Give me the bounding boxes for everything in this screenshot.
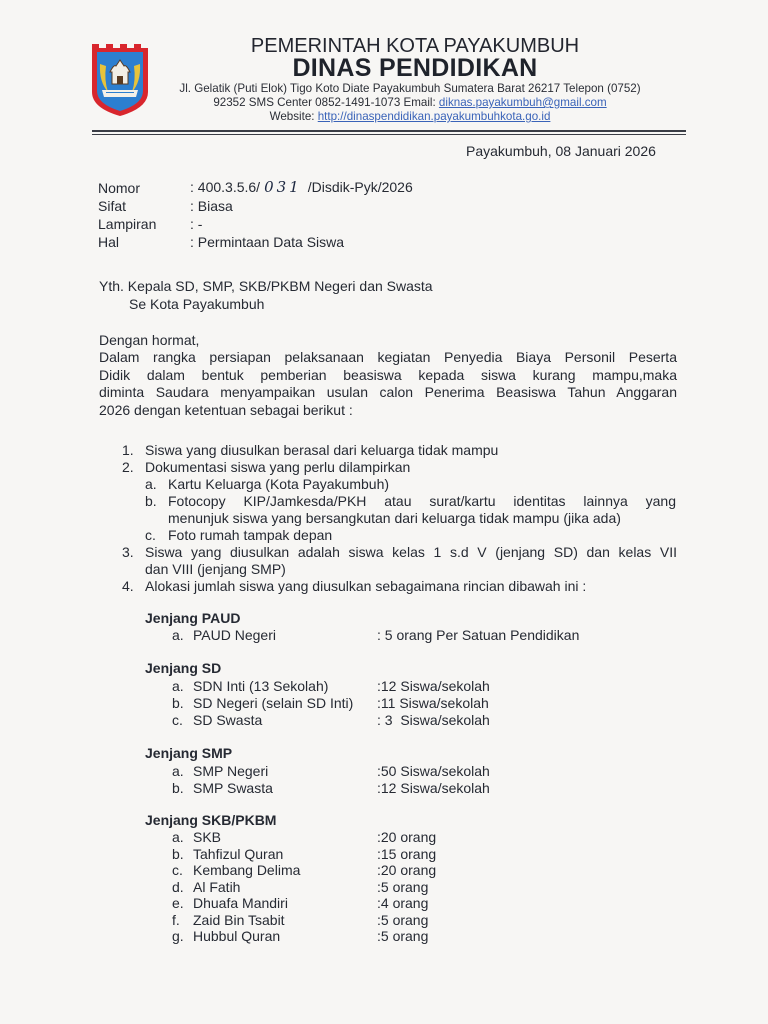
skb-item-value: :20 orang	[377, 829, 437, 845]
recipient-line-2: Se Kota Payakumbuh	[129, 296, 265, 312]
sd-heading: Jenjang SD	[145, 660, 222, 676]
skb-item-letter: a.	[172, 829, 184, 845]
point-2c-letter: c.	[145, 527, 156, 543]
website-link[interactable]: http://dinaspendidikan.payakumbuhkota.go.id	[317, 110, 551, 123]
letterhead-divider-thick	[92, 130, 686, 132]
nomor-suffix: /Disdik-Pyk/2026	[307, 179, 413, 195]
paud-item-name: PAUD Negeri	[193, 627, 276, 643]
paud-heading: Jenjang PAUD	[145, 610, 241, 626]
hal-value: : Permintaan Data Siswa	[190, 234, 345, 250]
sd-item-letter: c.	[172, 712, 183, 728]
point-2-number: 2.	[122, 459, 134, 475]
body-line-2: Didik dalam bentuk pemberian beasiswa kepada siswa kurang mampu,maka	[99, 366, 677, 383]
letterhead-website-line	[140, 110, 680, 124]
skb-item-name: Dhuafa Mandiri	[193, 895, 288, 911]
skb-item-letter: b.	[172, 846, 184, 862]
sifat-value: : Biasa	[190, 198, 233, 214]
body-paragraph	[99, 349, 677, 419]
greeting: Dengan hormat,	[99, 332, 200, 348]
letterhead-website-label: Website:	[269, 110, 318, 123]
skb-item-value: :20 orang	[377, 862, 437, 878]
skb-item-value: :5 orang	[377, 912, 429, 928]
body-line-1: Dalam rangka persiapan pelaksanaan kegiatan Penyedia Biaya Personil Peserta	[99, 349, 677, 365]
sd-item-value: : 3 Siswa/sekolah	[377, 712, 490, 728]
point-2b-text	[168, 493, 676, 509]
paud-item-value: : 5 orang Per Satuan Pendidikan	[377, 627, 580, 643]
skb-item-letter: c.	[172, 862, 183, 878]
point-3-line-1: Siswa yang diusulkan adalah siswa kelas 1 s.d V (jenjang SD) dan kelas VII	[145, 544, 677, 560]
point-2a-text: Kartu Keluarga (Kota Payakumbuh)	[168, 476, 390, 492]
point-2c-text: Foto rumah tampak depan	[168, 527, 333, 543]
point-4-text: Alokasi jumlah siswa yang diusulkan sebagaimana rincian dibawah ini :	[145, 578, 587, 594]
point-2b-line-2: menunjuk siswa yang bersangkutan dari keluarga tidak mampu (jika ada)	[168, 510, 621, 526]
skb-heading: Jenjang SKB/PKBM	[145, 812, 277, 828]
point-3-line-2: dan VIII (jenjang SMP)	[145, 561, 286, 577]
skb-item-letter: g.	[172, 928, 184, 944]
nomor-value	[190, 178, 413, 196]
smp-item-value: :50 Siswa/sekolah	[377, 763, 490, 779]
sd-item-letter: a.	[172, 678, 184, 694]
skb-item-name: Al Fatih	[193, 879, 241, 895]
letterhead-address: Jl. Gelatik (Puti Elok) Tigo Koto Diate Payakumbuh Sumatera Barat 26217 Telepon (0752)	[179, 82, 641, 95]
sd-item-name: SDN Inti (13 Sekolah)	[193, 678, 329, 694]
nomor-prefix: : 400.3.5.6/	[190, 179, 261, 195]
sifat-label: Sifat	[98, 198, 127, 214]
letterhead-government-name: PEMERINTAH KOTA PAYAKUMBUH	[250, 35, 580, 57]
point-2b-letter: b.	[145, 493, 157, 509]
letter-date: Payakumbuh, 08 Januari 2026	[466, 143, 656, 159]
smp-item-name: SMP Negeri	[193, 763, 269, 779]
body-line-3: diminta Saudara menyampaikan usulan calon Penerima Beasiswa Tahun Anggaran	[99, 384, 677, 400]
point-3-number: 3.	[122, 544, 134, 560]
skb-item-value: :5 orang	[377, 879, 429, 895]
skb-item-name: Hubbul Quran	[193, 928, 281, 944]
paud-item-letter: a.	[172, 627, 184, 643]
skb-item-name: Tahfizul Quran	[193, 846, 284, 862]
point-2a-letter: a.	[145, 476, 157, 492]
recipient-line-1: Yth. Kepala SD, SMP, SKB/PKBM Negeri dan Swasta	[99, 278, 433, 294]
skb-item-letter: e.	[172, 895, 184, 911]
letterhead-divider-thin	[92, 134, 686, 135]
sd-item-value: :11 Siswa/sekolah	[377, 695, 489, 711]
body-line-4: 2026 dengan ketentuan sebagai berikut :	[99, 401, 353, 418]
smp-item-name: SMP Swasta	[193, 780, 273, 796]
email-link[interactable]: diknas.payakumbuh@gmail.com	[438, 96, 607, 109]
letterhead-contact-line	[140, 96, 680, 110]
smp-heading: Jenjang SMP	[145, 745, 233, 761]
point-3-text	[145, 544, 677, 560]
point-1-number: 1.	[122, 442, 134, 458]
skb-item-value: :4 orang	[377, 895, 429, 911]
letterhead-contact-block	[140, 82, 680, 124]
lampiran-value: : -	[190, 216, 203, 232]
sd-item-letter: b.	[172, 695, 184, 711]
skb-item-letter: f.	[172, 912, 180, 928]
sd-item-name: SD Swasta	[193, 712, 263, 728]
hal-label: Hal	[98, 234, 120, 250]
skb-item-value: :5 orang	[377, 928, 429, 944]
smp-item-letter: b.	[172, 780, 184, 796]
smp-item-value: :12 Siswa/sekolah	[377, 780, 490, 796]
skb-item-name: Zaid Bin Tsabit	[193, 912, 285, 928]
letterhead-agency-name: DINAS PENDIDIKAN	[292, 54, 538, 82]
point-2-text: Dokumentasi siswa yang perlu dilampirkan	[145, 459, 411, 475]
skb-item-value: :15 orang	[377, 846, 437, 862]
point-4-number: 4.	[122, 578, 134, 594]
skb-item-name: SKB	[193, 829, 222, 845]
lampiran-label: Lampiran	[98, 216, 157, 232]
nomor-handwritten: 031	[264, 178, 302, 196]
smp-item-letter: a.	[172, 763, 184, 779]
sd-item-name: SD Negeri (selain SD Inti)	[193, 695, 354, 711]
skb-item-name: Kembang Delima	[193, 862, 301, 878]
letterhead-phone-sms: 92352 SMS Center 0852-1491-1073 Email:	[213, 96, 439, 109]
point-1-text: Siswa yang diusulkan berasal dari keluarga tidak mampu	[145, 442, 499, 458]
skb-item-letter: d.	[172, 879, 184, 895]
nomor-label: Nomor	[98, 180, 141, 196]
sd-item-value: :12 Siswa/sekolah	[377, 678, 490, 694]
point-2b-line-1: Fotocopy KIP/Jamkesda/PKH atau surat/kartu identitas lainnya yang	[168, 493, 676, 509]
